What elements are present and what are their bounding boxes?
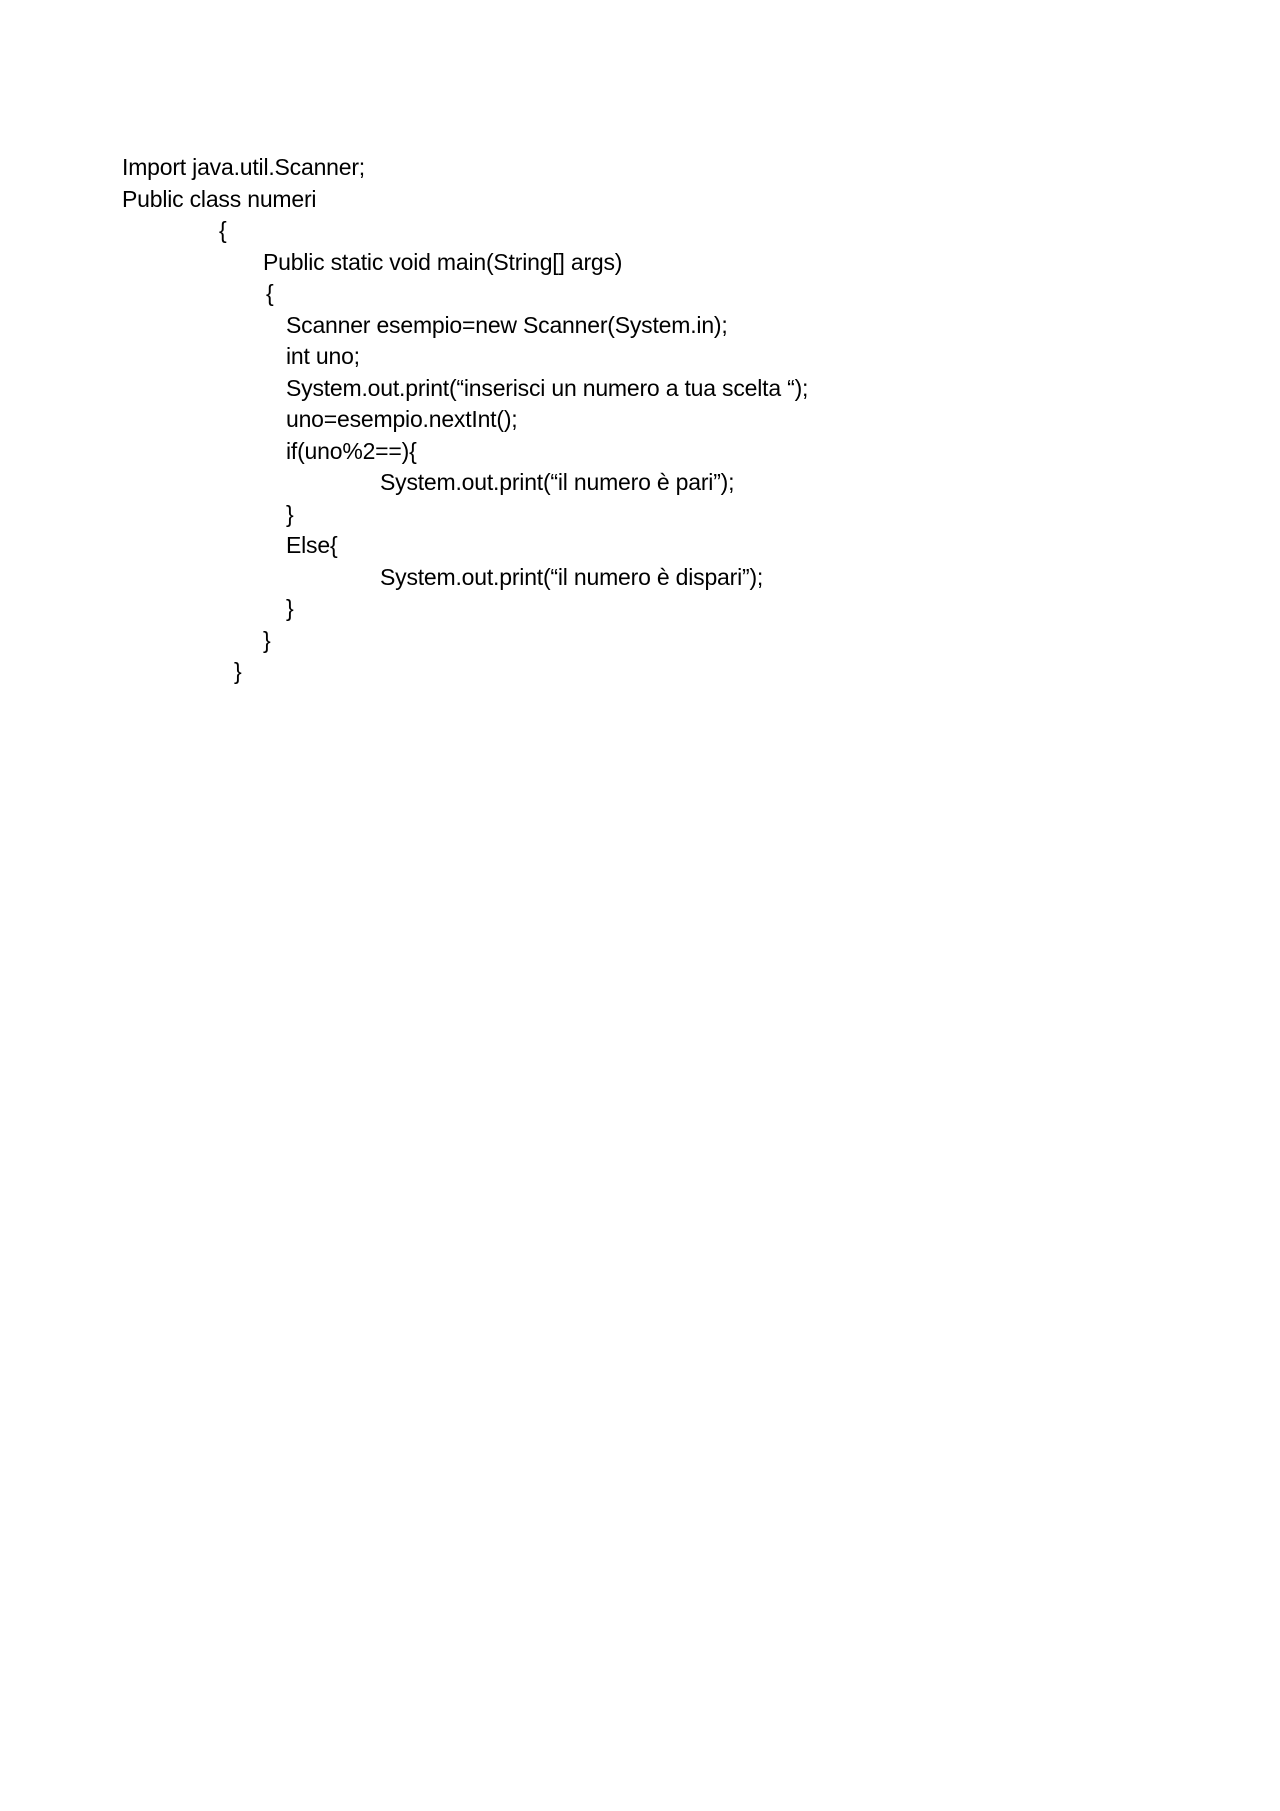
code-line-main-close-brace: } <box>263 627 271 653</box>
code-line-class-open-brace: { <box>219 217 227 243</box>
code-line-import: Import java.util.Scanner; <box>122 154 366 180</box>
code-line-else: Else{ <box>286 532 338 558</box>
code-line-main-open-brace: { <box>266 280 274 306</box>
code-line-if: if(uno%2==){ <box>286 438 417 464</box>
code-line-int-declaration: int uno; <box>286 343 360 369</box>
code-line-print-even: System.out.print(“il numero è pari”); <box>380 469 735 495</box>
code-line-scanner: Scanner esempio=new Scanner(System.in); <box>286 312 728 338</box>
code-listing <box>0 0 1280 700</box>
code-line-class-declaration: Public class numeri <box>122 186 317 212</box>
code-line-read-input: uno=esempio.nextInt(); <box>286 406 518 432</box>
code-line-else-close-brace: } <box>286 595 294 621</box>
code-line-prompt-print: System.out.print(“inserisci un numero a tua scelta “); <box>286 375 809 401</box>
code-line-main-method: Public static void main(String[] args) <box>263 249 623 275</box>
code-line-class-close-brace: } <box>234 658 242 684</box>
code-line-if-close-brace: } <box>286 501 294 527</box>
code-line-print-odd: System.out.print(“il numero è dispari”); <box>380 564 764 590</box>
